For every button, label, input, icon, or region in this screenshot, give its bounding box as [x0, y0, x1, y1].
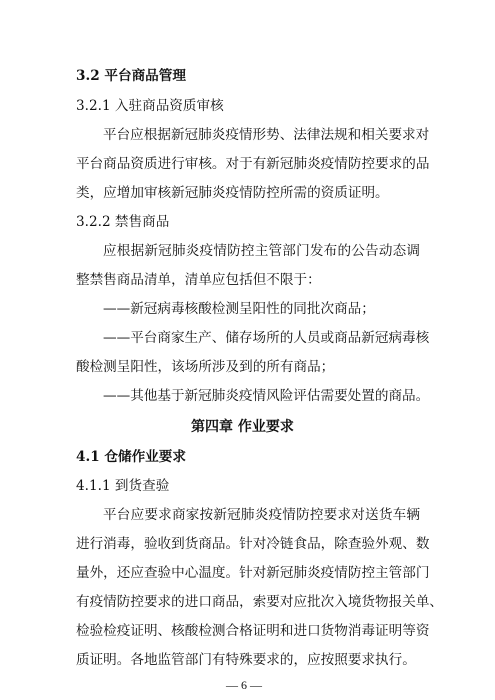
- paragraph-line: 检验检疫证明、核酸检测合格证明和进口货物消毒证明等资: [76, 623, 430, 639]
- chapter-title: 第四章 作业要求: [191, 419, 294, 435]
- list-item: ——其他基于新冠肺炎疫情风险评估需要处置的商品。: [103, 388, 430, 404]
- paragraph-line: 类，应增加审核新冠肺炎疫情防控所需的资质证明。: [76, 185, 389, 201]
- paragraph-line: 进行消毒，验收到货商品。针对冷链食品，除查验外观、数: [76, 536, 430, 552]
- paragraph-line: 量外，还应查验中心温度。针对新冠肺炎疫情防控主管部门: [76, 565, 430, 581]
- paragraph-line: 整禁售商品清单，清单应包括但不限于：: [76, 272, 321, 288]
- paragraph-line: 平台应根据新冠肺炎疫情形势、法律法规和相关要求对: [103, 127, 430, 143]
- paragraph-line: 平台应要求商家按新冠肺炎疫情防控要求对送货车辆: [103, 507, 420, 523]
- list-item-continuation: 酸检测呈阳性，该场所涉及到的所有商品；: [76, 359, 335, 375]
- paragraph-line: 质证明。各地监管部门有特殊要求的，应按照要求执行。: [76, 652, 416, 668]
- section-4-1-heading: 4.1 仓储作业要求: [76, 449, 186, 465]
- section-3-2-2-heading: 3.2.2 禁售商品: [76, 214, 170, 230]
- list-item: ——新冠病毒核酸检测呈阳性的同批次商品；: [103, 301, 375, 317]
- paragraph-line: 应根据新冠肺炎疫情防控主管部门发布的公告动态调: [103, 243, 420, 259]
- page-number: — 6 —: [226, 678, 262, 692]
- section-3-2-1-heading: 3.2.1 入驻商品资质审核: [76, 98, 224, 114]
- section-4-1-1-heading: 4.1.1 到货查验: [76, 478, 170, 494]
- paragraph-line: 有疫情防控要求的进口商品，索要对应批次入境货物报关单、: [76, 594, 444, 610]
- paragraph-line: 平台商品资质进行审核。对于有新冠肺炎疫情防控要求的品: [76, 156, 430, 172]
- list-item: ——平台商家生产、储存场所的人员或商品新冠病毒核: [103, 330, 430, 346]
- section-3-2-heading: 3.2 平台商品管理: [76, 68, 186, 84]
